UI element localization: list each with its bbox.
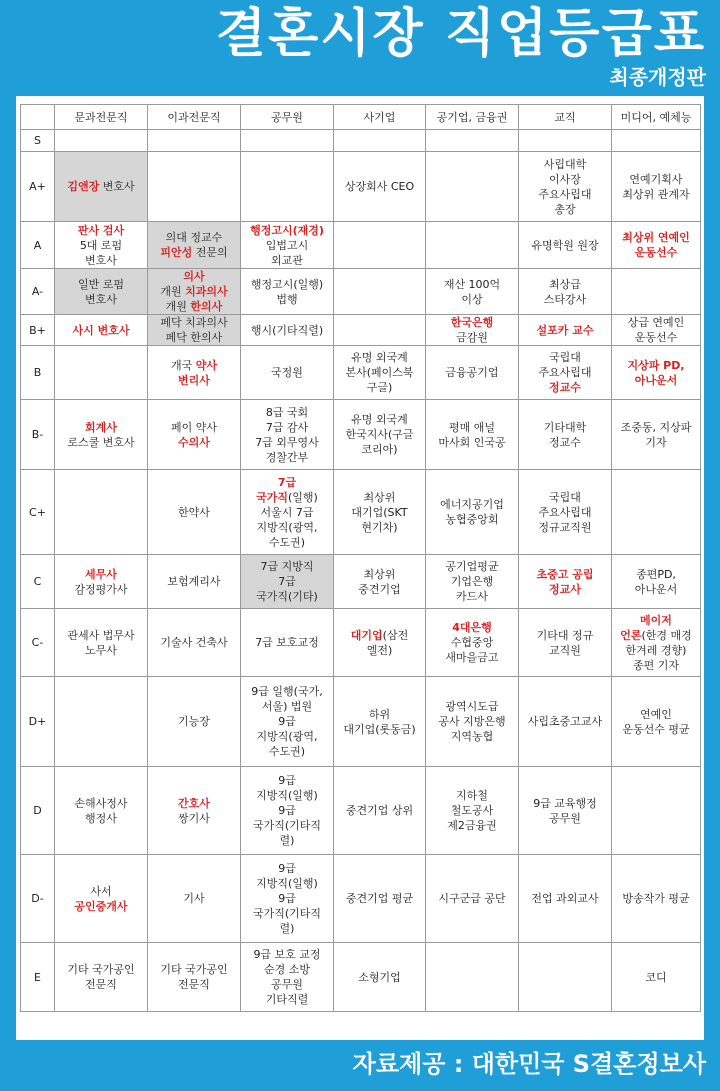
cell-text: 전문의 [192,246,228,259]
table-cell [148,222,241,269]
table-cell [519,400,612,470]
cell-text: 5대 로펌 변호사 [79,238,123,267]
table-cell [426,269,519,315]
cell-text: 관세사 법무사 노무사 [67,628,135,657]
cell-text: 국립대 주요사립대 [538,351,592,379]
table-cell [334,555,426,609]
cell-text: 금감원 [456,331,488,344]
table-cell [612,470,701,555]
table-cell [334,222,426,269]
table-cell [55,269,148,315]
cell-text: 의대 정교수 [165,231,223,244]
cell-text: (삼전 엘전) [366,628,409,657]
highlight-text: 김앤장 [67,180,100,193]
table-cell [241,222,334,269]
highlight-text: 공인중개사 [74,899,128,913]
highlight-text: 간호사 [178,796,210,810]
table-cell [148,130,241,152]
table-cell [612,943,701,1012]
cell-text: 9급 지방직(일행) 9급 국가직(기타직 렬) [252,774,322,847]
cell-text: 9급 일행(국가, 서울) 법원 9급 지방직(광역, 수도권) [251,685,323,758]
cell-text: 보험계리사 [167,575,221,588]
highlight-text: 약사 변리사 [178,358,217,387]
grade-label: E [21,943,55,1012]
cell-text: 행정고시(일행) 법행 [250,277,324,306]
table-cell [519,152,612,222]
cell-text: 7급 보호교정 [255,636,319,649]
table-cell [612,767,701,855]
cell-text: 사립초중고교사 [527,715,603,728]
table-cell [426,130,519,152]
highlight-text: 정교수 [549,381,581,394]
table-cell [519,222,612,269]
table-cell [148,269,241,315]
column-header: 문과전문직 [55,105,148,130]
table-cell [612,315,701,346]
cell-text: 최상급 스타강사 [543,277,587,306]
table-row [21,269,701,315]
cell-text: 손해사정사 행정사 [74,796,128,825]
table-cell [55,222,148,269]
table-cell [148,555,241,609]
cell-text: 쌍기사 [178,811,210,825]
cell-text: 한약사 [178,505,210,519]
column-header: 미디어, 예체능 [612,105,701,130]
grade-label: S [21,130,55,152]
cell-text: 유명 외국계 한국지사(구글 코리아) [345,413,414,456]
table-cell [55,943,148,1012]
table-row [21,609,701,677]
table-cell [55,130,148,152]
table-row [21,346,701,400]
table-cell [334,152,426,222]
table-cell [426,555,519,609]
cell-text: 행시(기타직렬) [250,323,324,337]
cell-text: 금융공기업 [445,366,499,379]
cell-text: 기능장 [178,715,210,728]
table-cell [612,609,701,677]
table-cell [612,130,701,152]
table-cell [519,470,612,555]
grade-label: B [21,346,55,400]
table-cell [55,315,148,346]
table-row [21,767,701,855]
table-row [21,555,701,609]
cell-text: 방송작가 평균 [622,892,690,905]
column-header: 공무원 [241,105,334,130]
highlight-text: 회계사 [85,420,117,434]
table-cell [612,269,701,315]
cell-text: 상급 연예인 운동선수 [627,316,685,344]
cell-text: 사서 [90,884,112,898]
cell-text: (일행) 서울시 7급 지방직(광역, 수도권) [256,490,318,549]
cell-text: 에너지공기업 농협중앙회 [440,498,504,526]
cell-text: 최상위 대기업(SKT 현기차) [351,490,408,534]
table-row [21,943,701,1012]
cell-text: 유명 외국계 본사(페이스북 구글) [345,351,414,394]
grade-label: B+ [21,315,55,346]
table-cell [426,315,519,346]
grade-label: A- [21,269,55,315]
table-cell [334,609,426,677]
highlight-text: 설포카 교수 [536,323,594,337]
cell-text: 감정평가사 [74,582,128,596]
table-cell [55,767,148,855]
grade-label: D [21,767,55,855]
table-cell [241,943,334,1012]
cell-text: 중견기업 평균 [345,892,414,905]
table-cell [241,767,334,855]
grade-label: A [21,222,55,269]
column-header [21,105,55,130]
job-grade-table [20,104,701,1012]
table-cell [426,943,519,1012]
cell-text: 기술사 건축사 [160,636,228,649]
cell-text: 상장회사 CEO [344,180,415,193]
cell-text: 지하철 철도공사 제2금융권 [447,789,497,832]
table-cell [612,222,701,269]
table-cell [334,400,426,470]
grade-label: C+ [21,470,55,555]
table-body [21,130,701,1012]
table-row [21,315,701,346]
table-cell [426,222,519,269]
table-cell [241,400,334,470]
table-cell [241,152,334,222]
highlight-text: 대기업 [350,628,383,642]
table-cell [426,152,519,222]
table-row [21,222,701,269]
cell-text: 개원 [160,285,182,298]
highlight-text: 한의사 [190,300,223,313]
table-cell [241,855,334,943]
column-header: 사기업 [334,105,426,130]
cell-text: 중견기업 상위 [345,804,414,817]
cell-text: 재산 100억 이상 [443,277,501,306]
page-subtitle: 최종개정판 [609,65,706,89]
grade-label: D- [21,855,55,943]
cell-text: 변호사 [99,180,135,193]
table-cell [426,470,519,555]
cell-text: 기사 [183,892,205,905]
table-cell [519,943,612,1012]
cell-text: 국립대 주요사립대 정규교직원 [538,490,592,534]
table-cell [241,677,334,767]
highlight-text: 의사 [183,270,205,283]
cell-text: (한경 매경 한겨레 경향) 종편 기자 [625,628,692,672]
cell-text: 페닥 치과의사 페닥 한의사 [160,316,228,344]
cell-text: 공기업평균 기업은행 카드사 [445,560,499,603]
table-cell [426,767,519,855]
table-cell [241,315,334,346]
table-cell [519,269,612,315]
table-cell [148,609,241,677]
table-cell [612,677,701,767]
cell-text: 기타대 정규 교직원 [536,628,594,657]
grade-label: C- [21,609,55,677]
table-cell [519,315,612,346]
cell-text: 기타 국가공인 전문직 [67,963,135,991]
cell-text: 최상위 중견기업 [358,567,401,596]
table-cell [426,677,519,767]
table-cell [519,767,612,855]
table-cell [55,555,148,609]
table-cell [334,767,426,855]
table-cell [334,943,426,1012]
cell-text: 평매 애널 마사회 인국공 [438,420,506,449]
table-row [21,855,701,943]
table-cell [334,130,426,152]
highlight-text: 최상위 연예인 운동선수 [622,231,690,259]
table-cell [519,677,612,767]
table-cell [148,767,241,855]
highlight-text: 피안성 [160,246,193,259]
highlight-text: 4대은행 [452,621,492,634]
table-cell [148,677,241,767]
table-cell [334,346,426,400]
column-header: 교직 [519,105,612,130]
table-cell [55,400,148,470]
highlight-text: 메이저 언론 [620,613,672,642]
table-cell [241,555,334,609]
table-cell [148,470,241,555]
cell-text: 연예인 운동선수 평균 [622,707,690,736]
cell-text: 9급 보호 교정 순경 소방 공무원 기타직렬 [253,948,321,1006]
table-cell [519,609,612,677]
source-credit: 자료제공 : 대한민국 S결혼정보사 [352,1050,706,1078]
highlight-text: 지상파 PD, 아나운서 [627,358,685,387]
table-cell [241,346,334,400]
table-cell [612,346,701,400]
table-cell [241,130,334,152]
grade-label: A+ [21,152,55,222]
highlight-text: 사시 변호사 [72,323,130,337]
table-cell [612,855,701,943]
table-row [21,677,701,767]
table-row [21,470,701,555]
grade-label: B- [21,400,55,470]
grade-label: D+ [21,677,55,767]
table-row [21,130,701,152]
page-title: 결혼시장 직업등급표 [215,4,706,64]
cell-text: 9급 교육행정 공무원 [533,796,597,825]
table-cell [519,130,612,152]
cell-text: 종편PD, 아나운서 [634,567,678,596]
table-cell [55,609,148,677]
highlight-text: 행정고시(재경) [250,223,324,237]
table-cell [241,470,334,555]
highlight-text: 세무사 [85,567,117,581]
table-cell [426,609,519,677]
table-cell [334,677,426,767]
cell-text: 기타대학 정교수 [543,420,587,449]
table-cell [612,152,701,222]
cell-text: 조중동, 지상파 기자 [620,420,692,449]
table-cell [55,855,148,943]
table-header-row [21,105,701,130]
cell-text: 개국 [170,358,196,372]
cell-text: 로스쿨 변호사 [67,435,135,449]
highlight-text: 판사 검사 [77,223,125,237]
cell-text: 입법고시 외교관 [265,238,309,267]
cell-text: 사립대학 이사장 주요사립대 총장 [538,157,592,216]
table-cell [241,269,334,315]
table-cell [426,346,519,400]
table-cell [148,400,241,470]
cell-text: 국정원 [271,366,303,379]
column-header: 이과전문직 [148,105,241,130]
table-cell [148,855,241,943]
highlight-text: 7급 국가직 [256,475,297,504]
table-cell [519,855,612,943]
cell-text: 코디 [645,970,667,984]
highlight-text: 초중고 공립 정교사 [536,567,594,596]
table-cell [148,152,241,222]
highlight-text: 수의사 [178,435,210,449]
cell-text: 수협중앙 새마을금고 [445,636,499,664]
table-cell [334,315,426,346]
table-cell [519,346,612,400]
cell-text: 하위 대기업(롯동금) [343,707,416,736]
table-cell [426,855,519,943]
table-cell [148,346,241,400]
table-cell [334,470,426,555]
table-cell [55,152,148,222]
table-cell [426,400,519,470]
table-cell [55,346,148,400]
cell-text: 유명학원 원장 [531,238,599,252]
cell-text: 광역시도급 공사 지방은행 지역농협 [438,700,506,743]
table-cell [55,470,148,555]
table-cell [148,315,241,346]
table-row [21,400,701,470]
table-cell [334,269,426,315]
cell-text: 연예기획사 최상위 관계자 [622,172,690,201]
table-cell [241,609,334,677]
cell-text: 8급 국회 7급 감사 7급 외무영사 경찰간부 [255,405,319,464]
column-header: 공기업, 금융권 [426,105,519,130]
cell-text: 전업 과외교사 [531,892,599,905]
highlight-text: 한국은행 [450,316,494,329]
highlight-text: 치과의사 [185,285,228,298]
cell-text: 소형기업 [358,970,401,984]
table-row [21,152,701,222]
table-cell [612,400,701,470]
table-cell [519,555,612,609]
table-cell [55,677,148,767]
cell-text: 시구군급 공단 [438,892,506,905]
cell-text: 페이 약사 [170,420,217,434]
cell-text: 개원 [165,300,187,313]
table-cell [612,555,701,609]
header [0,0,720,96]
cell-text: 기타 국가공인 전문직 [160,963,228,991]
cell-text: 7급 지방직 7급 국가직(기타) [256,560,318,603]
table-cell [148,943,241,1012]
cell-text: 일반 로펌 변호사 [77,277,124,306]
cell-text: 9급 지방직(일행) 9급 국가직(기타직 렬) [252,862,322,935]
table-cell [334,855,426,943]
grade-label: C [21,555,55,609]
